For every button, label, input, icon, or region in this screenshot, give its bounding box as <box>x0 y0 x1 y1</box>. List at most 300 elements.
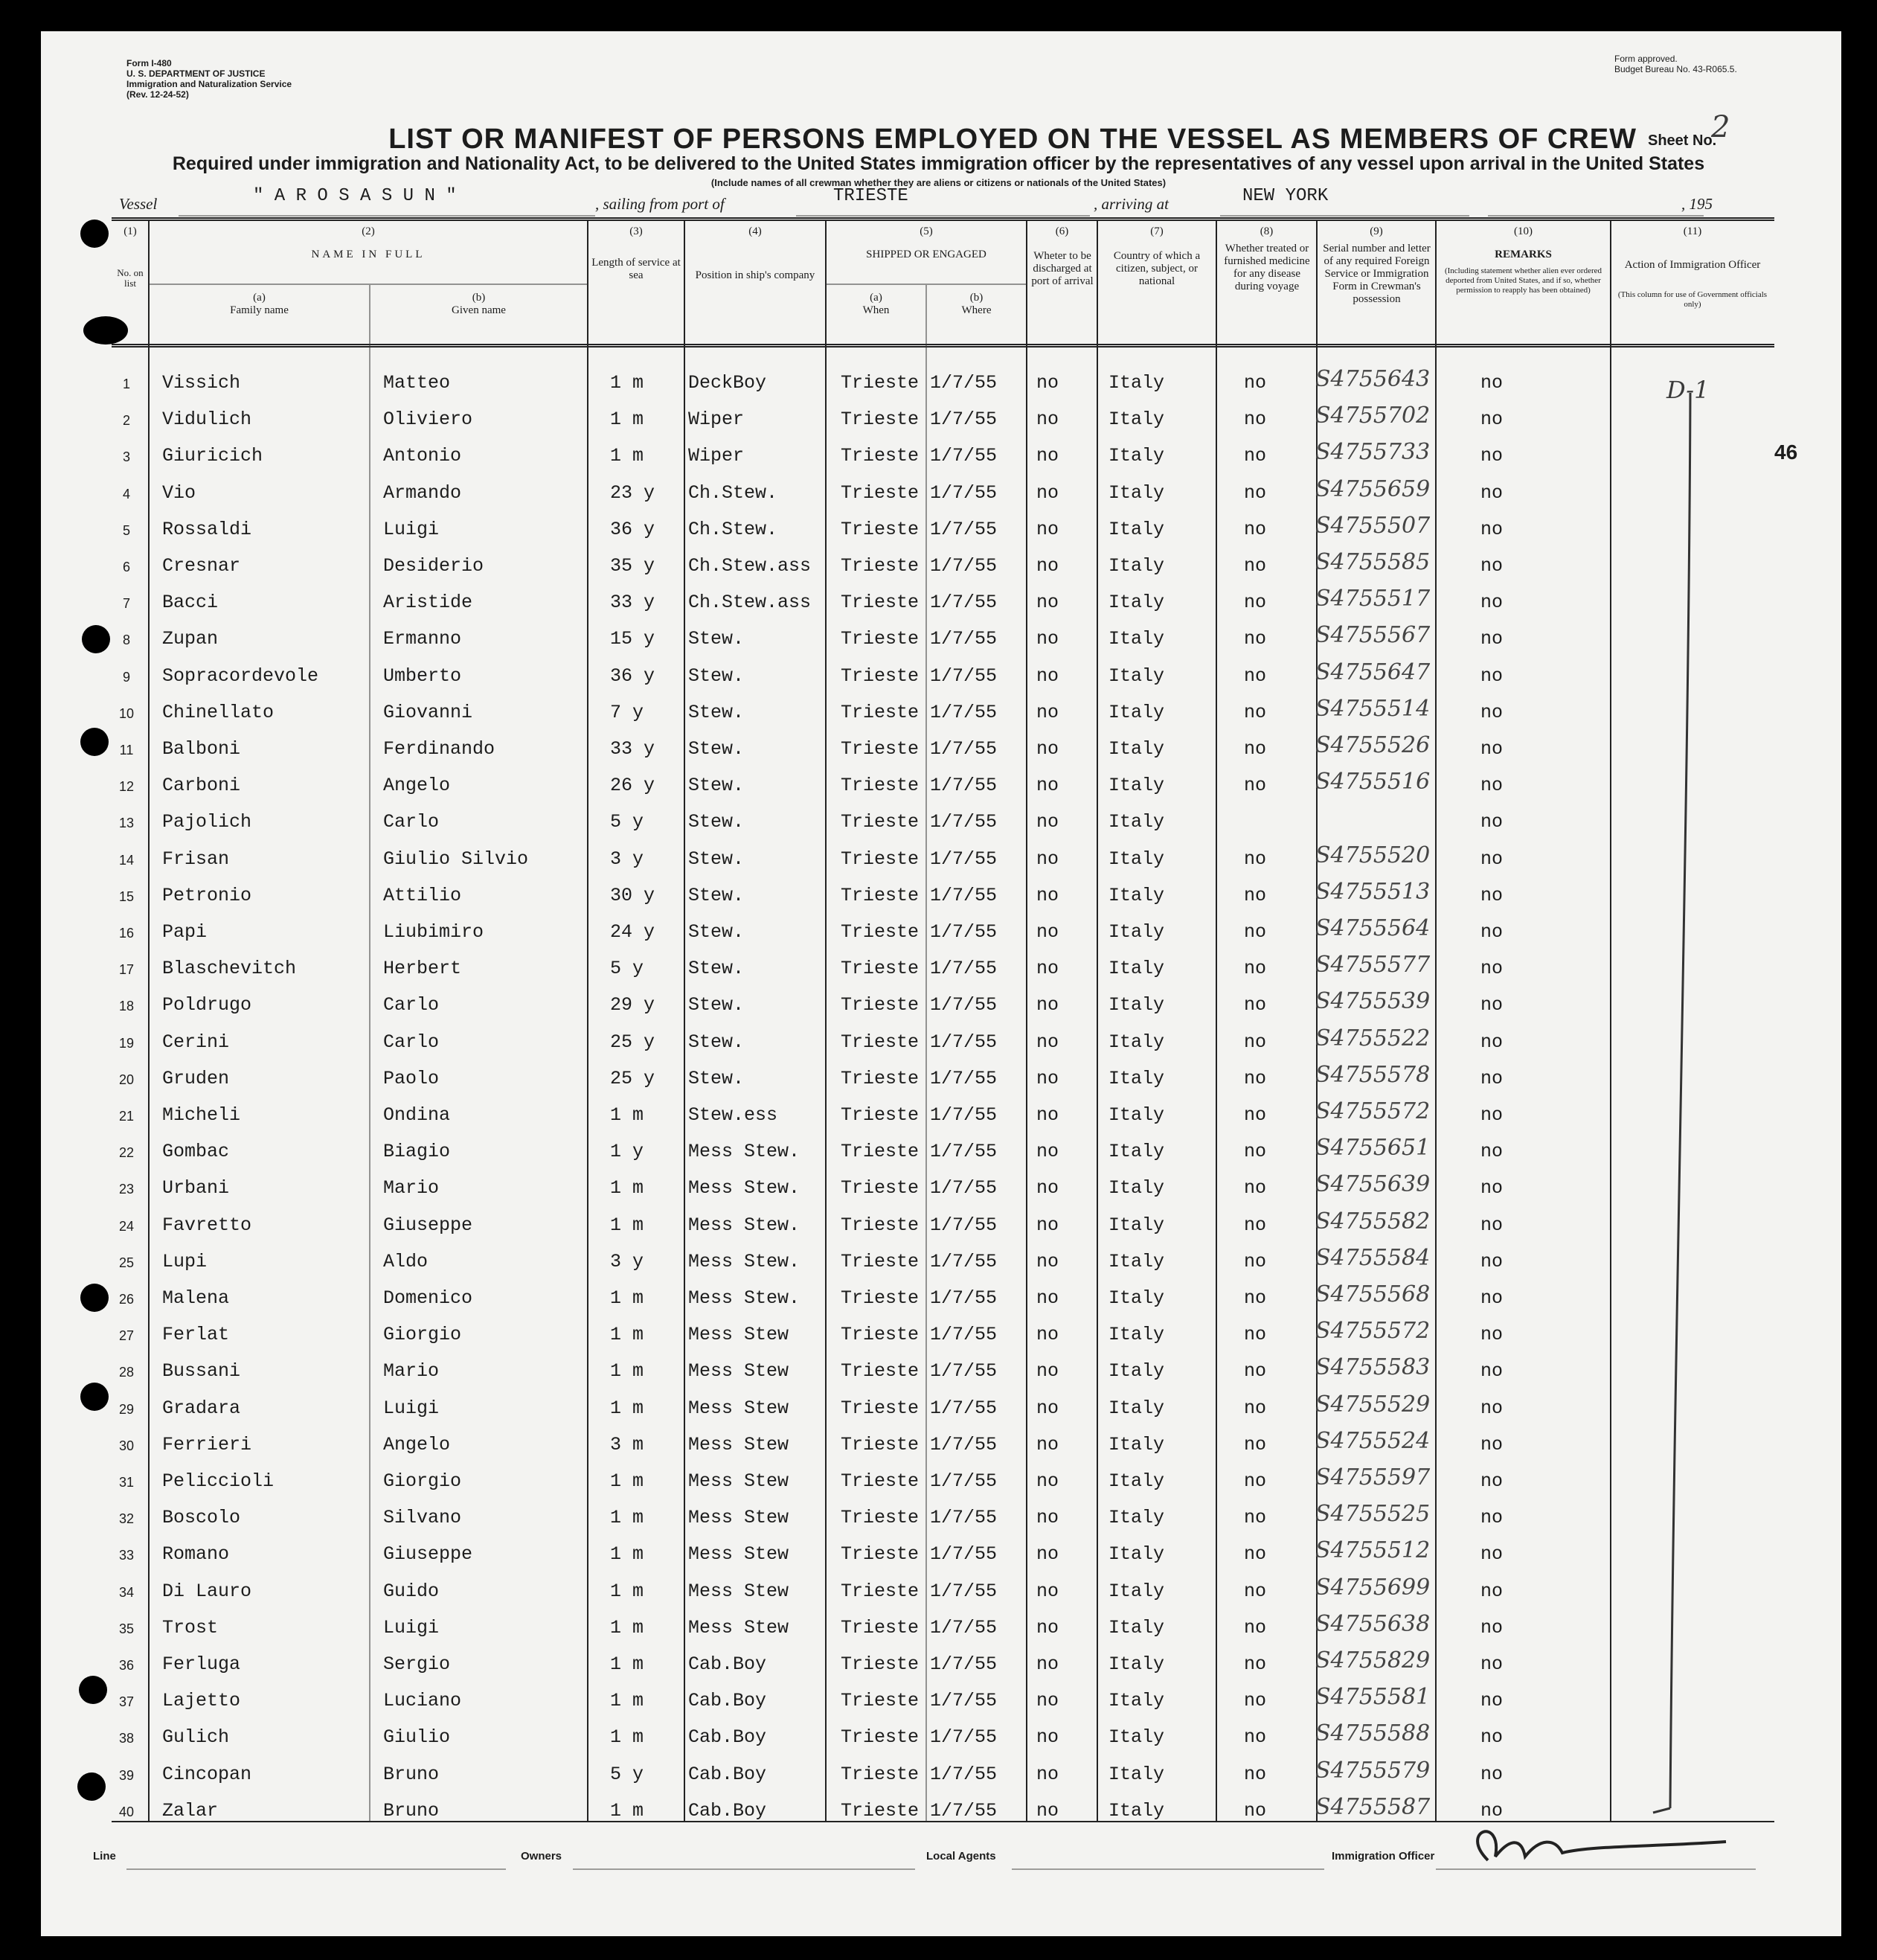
remarks-cell: no <box>1480 811 1504 833</box>
discharged-cell: no <box>1036 1287 1059 1309</box>
discharged-cell: no <box>1036 921 1059 943</box>
service-length-cell: 1 m <box>610 1653 644 1675</box>
serial-number-cell: S4755647 <box>1315 659 1431 685</box>
treated-cell: no <box>1244 1764 1267 1785</box>
position-cell: Mess Stew <box>688 1397 789 1419</box>
shipped-where-cell: 1/7/55 <box>930 1726 998 1748</box>
treated-cell: no <box>1244 1507 1267 1528</box>
serial-number-cell: S4755517 <box>1315 586 1431 612</box>
country-cell: Italy <box>1108 1617 1165 1639</box>
family-name-cell: Carboni <box>162 775 241 796</box>
sheet-number: 2 <box>1711 110 1730 144</box>
discharged-cell: no <box>1036 775 1059 796</box>
country-cell: Italy <box>1108 1690 1165 1711</box>
remarks-cell: no <box>1480 1251 1504 1272</box>
shipped-when-cell: Trieste <box>841 811 920 833</box>
serial-number-cell: S4755651 <box>1315 1135 1431 1161</box>
given-name-cell: Sergio <box>383 1653 451 1675</box>
col10-number: (10) <box>1514 225 1533 237</box>
shipped-where-cell: 1/7/55 <box>930 921 998 943</box>
row-number-cell: 11 <box>119 743 134 758</box>
row-number-cell: 18 <box>118 999 135 1013</box>
service-length-cell: 3 m <box>610 1434 644 1455</box>
shipped-where-cell: 1/7/55 <box>930 994 998 1016</box>
remarks-cell: no <box>1480 665 1504 687</box>
col9-number: (9) <box>1370 225 1383 237</box>
serial-number-cell: S4755529 <box>1315 1391 1431 1418</box>
remarks-cell: no <box>1480 592 1504 613</box>
remarks-cell: no <box>1480 921 1504 943</box>
remarks-cell: no <box>1480 1287 1504 1309</box>
remarks-cell: no <box>1480 1470 1504 1492</box>
shipped-where-cell: 1/7/55 <box>930 1434 998 1455</box>
treated-cell: no <box>1244 1581 1267 1602</box>
given-name-cell: Ondina <box>383 1104 451 1126</box>
punch-hole <box>79 1676 107 1704</box>
discharged-cell: no <box>1036 592 1059 613</box>
service-length-cell: 1 m <box>610 1214 644 1236</box>
discharged-cell: no <box>1036 1141 1059 1162</box>
shipped-when-cell: Trieste <box>841 1104 920 1126</box>
shipped-when-cell: Trieste <box>841 1068 920 1089</box>
shipped-where-cell: 1/7/55 <box>930 555 998 577</box>
country-cell: Italy <box>1108 1287 1165 1309</box>
remarks-cell: no <box>1480 994 1504 1016</box>
treated-cell: no <box>1244 848 1267 870</box>
country-cell: Italy <box>1108 775 1165 796</box>
shipped-when-cell: Trieste <box>841 409 920 430</box>
family-name-cell: Papi <box>162 921 208 943</box>
remarks-cell: no <box>1480 1214 1504 1236</box>
country-cell: Italy <box>1108 1214 1165 1236</box>
shipped-when-cell: Trieste <box>841 592 920 613</box>
col5-number: (5) <box>920 225 933 237</box>
shipped-when-cell: Trieste <box>841 1507 920 1528</box>
shipped-when-cell: Trieste <box>841 1360 920 1382</box>
row-number-cell: 10 <box>118 706 135 721</box>
serial-number-cell: S4755659 <box>1315 476 1431 502</box>
treated-cell: no <box>1244 1214 1267 1236</box>
shipped-where-cell: 1/7/55 <box>930 775 998 796</box>
given-name-cell: Luigi <box>383 519 440 540</box>
remarks-cell: no <box>1480 1141 1504 1162</box>
position-cell: Mess Stew. <box>688 1287 800 1309</box>
col11-number: (11) <box>1683 225 1702 237</box>
service-length-cell: 1 m <box>610 1507 644 1528</box>
serial-number-cell: S4755639 <box>1315 1171 1431 1197</box>
position-cell: Mess Stew. <box>688 1141 800 1162</box>
family-name-cell: Boscolo <box>162 1507 241 1528</box>
service-length-cell: 1 m <box>610 445 644 467</box>
given-name-cell: Angelo <box>383 1434 451 1455</box>
treated-cell: no <box>1244 1360 1267 1382</box>
serial-number-cell: S4755638 <box>1315 1611 1431 1637</box>
shipped-when-cell: Trieste <box>841 1251 920 1272</box>
family-name-cell: Micheli <box>162 1104 241 1126</box>
shipped-where-cell: 1/7/55 <box>930 519 998 540</box>
sheet-label: Sheet No. <box>1648 132 1717 149</box>
serial-number-cell: S4755829 <box>1315 1647 1431 1674</box>
family-name-cell: Gradara <box>162 1397 241 1419</box>
discharged-cell: no <box>1036 1031 1059 1053</box>
shipped-where-cell: 1/7/55 <box>930 445 998 467</box>
treated-cell: no <box>1244 482 1267 504</box>
shipped-when-cell: Trieste <box>841 921 920 943</box>
service-length-cell: 1 m <box>610 1397 644 1419</box>
serial-number-cell: S4755572 <box>1315 1098 1431 1124</box>
col4-number: (4) <box>748 225 762 237</box>
discharged-cell: no <box>1036 1397 1059 1419</box>
given-name-cell: Domenico <box>383 1287 473 1309</box>
remarks-cell: no <box>1480 1177 1504 1199</box>
col9-header: Serial number and letter of any required Foreign Service or Immigration Form in Crewman's possession <box>1323 243 1431 305</box>
given-name-cell: Giorgio <box>383 1324 462 1345</box>
remarks-cell: no <box>1480 1104 1504 1126</box>
shipped-where-cell: 1/7/55 <box>930 1324 998 1345</box>
country-cell: Italy <box>1108 1177 1165 1199</box>
position-cell: Stew. <box>688 811 745 833</box>
vessel-name: " A R O S A S U N " <box>253 186 457 206</box>
serial-number-cell: S4755567 <box>1315 622 1431 648</box>
col11-header: Action of Immigration Officer <box>1624 259 1761 271</box>
serial-number-cell: S4755579 <box>1315 1758 1431 1784</box>
family-name-cell: Vissich <box>162 372 241 394</box>
family-name-cell: Gulich <box>162 1726 230 1748</box>
position-cell: Mess Stew. <box>688 1177 800 1199</box>
service-length-cell: 33 y <box>610 592 655 613</box>
family-name-cell: Peliccioli <box>162 1470 275 1492</box>
row-number-cell: 39 <box>118 1768 135 1783</box>
shipped-where-cell: 1/7/55 <box>930 1360 998 1382</box>
given-name-cell: Mario <box>383 1177 440 1199</box>
shipped-when-cell: Trieste <box>841 1397 920 1419</box>
col2a-header: (a) Family name <box>230 292 289 316</box>
footer-agents-label: Local Agents <box>926 1850 996 1863</box>
remarks-cell: no <box>1480 958 1504 979</box>
given-name-cell: Luciano <box>383 1690 462 1711</box>
shipped-when-cell: Trieste <box>841 1031 920 1053</box>
given-name-cell: Giuseppe <box>383 1214 473 1236</box>
discharged-cell: no <box>1036 519 1059 540</box>
service-length-cell: 1 m <box>610 1287 644 1309</box>
family-name-cell: Ferlat <box>162 1324 230 1345</box>
row-number-cell: 30 <box>118 1438 135 1453</box>
position-cell: Cab.Boy <box>688 1653 767 1675</box>
treated-cell: no <box>1244 555 1267 577</box>
serial-number-cell: S4755564 <box>1315 915 1431 941</box>
country-cell: Italy <box>1108 1360 1165 1382</box>
position-cell: Stew. <box>688 665 745 687</box>
position-cell: DeckBoy <box>688 372 767 394</box>
country-cell: Italy <box>1108 1653 1165 1675</box>
row-number-cell: 9 <box>122 670 130 685</box>
discharged-cell: no <box>1036 1726 1059 1748</box>
serial-number-cell: S4755588 <box>1315 1720 1431 1746</box>
shipped-when-cell: Trieste <box>841 1690 920 1711</box>
country-cell: Italy <box>1108 1434 1165 1455</box>
given-name-cell: Luigi <box>383 1397 440 1419</box>
position-cell: Mess Stew <box>688 1617 789 1639</box>
shipped-when-cell: Trieste <box>841 1543 920 1565</box>
col1-header: No. on list <box>117 267 144 289</box>
row-number-cell: 28 <box>118 1365 135 1380</box>
service-length-cell: 15 y <box>610 628 655 650</box>
position-cell: Stew. <box>688 775 745 796</box>
treated-cell: no <box>1244 1470 1267 1492</box>
remarks-cell: no <box>1480 702 1504 723</box>
treated-cell: no <box>1244 1251 1267 1272</box>
shipped-where-cell: 1/7/55 <box>930 1068 998 1089</box>
treated-cell: no <box>1244 921 1267 943</box>
position-cell: Stew. <box>688 628 745 650</box>
col7-header: Country of which a citizen, subject, or national <box>1113 250 1201 287</box>
remarks-cell: no <box>1480 1581 1504 1602</box>
col4-header: Position in ship's company <box>695 269 815 281</box>
shipped-where-cell: 1/7/55 <box>930 665 998 687</box>
country-cell: Italy <box>1108 702 1165 723</box>
punch-hole <box>80 220 109 248</box>
family-name-cell: Lajetto <box>162 1690 241 1711</box>
given-name-cell: Antonio <box>383 445 462 467</box>
shipped-when-cell: Trieste <box>841 885 920 906</box>
given-name-cell: Bruno <box>383 1764 440 1785</box>
country-cell: Italy <box>1108 1507 1165 1528</box>
row-number-cell: 7 <box>122 596 130 611</box>
form-number: Form I-480 <box>126 58 172 68</box>
discharged-cell: no <box>1036 555 1059 577</box>
vessel-label: Vessel <box>119 195 158 213</box>
service-length-cell: 29 y <box>610 994 655 1016</box>
given-name-cell: Desiderio <box>383 555 484 577</box>
country-cell: Italy <box>1108 1031 1165 1053</box>
discharged-cell: no <box>1036 1068 1059 1089</box>
service-length-cell: 26 y <box>610 775 655 796</box>
remarks-cell: no <box>1480 555 1504 577</box>
shipped-when-cell: Trieste <box>841 1214 920 1236</box>
position-cell: Stew. <box>688 1031 745 1053</box>
service-length-cell: 24 y <box>610 921 655 943</box>
discharged-cell: no <box>1036 1543 1059 1565</box>
service-length-cell: 1 m <box>610 1617 644 1639</box>
service-length-cell: 3 y <box>610 848 644 870</box>
serial-number-cell: S4755587 <box>1315 1794 1431 1820</box>
serial-number-cell: S4755520 <box>1315 842 1431 868</box>
position-cell: Ch.Stew.ass <box>688 555 812 577</box>
position-cell: Stew.ess <box>688 1104 778 1126</box>
shipped-when-cell: Trieste <box>841 519 920 540</box>
service-length-cell: 35 y <box>610 555 655 577</box>
service-length-cell: 1 m <box>610 1581 644 1602</box>
position-cell: Cab.Boy <box>688 1800 767 1822</box>
position-cell: Mess Stew <box>688 1507 789 1528</box>
approval-line-2: Budget Bureau No. 43-R065.5. <box>1614 64 1737 74</box>
family-name-cell: Rossaldi <box>162 519 252 540</box>
shipped-when-cell: Trieste <box>841 1764 920 1785</box>
shipped-where-cell: 1/7/55 <box>930 1800 998 1822</box>
col5a-header: (a) When <box>862 292 890 316</box>
row-number-cell: 8 <box>122 632 130 647</box>
remarks-cell: no <box>1480 1324 1504 1345</box>
family-name-cell: Urbani <box>162 1177 230 1199</box>
treated-cell: no <box>1244 1653 1267 1675</box>
given-name-cell: Matteo <box>383 372 451 394</box>
service-length-cell: 1 m <box>610 1690 644 1711</box>
serial-number-cell: S4755513 <box>1315 879 1431 905</box>
discharged-cell: no <box>1036 958 1059 979</box>
position-cell: Mess Stew <box>688 1360 789 1382</box>
given-name-cell: Attilio <box>383 885 462 906</box>
shipped-when-cell: Trieste <box>841 958 920 979</box>
shipped-where-cell: 1/7/55 <box>930 628 998 650</box>
serial-number-cell: S4755733 <box>1315 439 1431 465</box>
row-number-cell: 13 <box>118 816 135 830</box>
col5b-header: (b) Where <box>961 292 992 316</box>
row-number-cell: 40 <box>118 1804 135 1819</box>
shipped-where-cell: 1/7/55 <box>930 482 998 504</box>
country-cell: Italy <box>1108 445 1165 467</box>
shipped-where-cell: 1/7/55 <box>930 1653 998 1675</box>
discharged-cell: no <box>1036 665 1059 687</box>
country-cell: Italy <box>1108 1726 1165 1748</box>
service-length-cell: 3 y <box>610 1251 644 1272</box>
country-cell: Italy <box>1108 555 1165 577</box>
family-name-cell: Cresnar <box>162 555 241 577</box>
country-cell: Italy <box>1108 482 1165 504</box>
family-name-cell: Gruden <box>162 1068 230 1089</box>
given-name-cell: Giorgio <box>383 1470 462 1492</box>
family-name-cell: Zalar <box>162 1800 219 1822</box>
col10-header: REMARKS <box>1495 249 1552 260</box>
country-cell: Italy <box>1108 921 1165 943</box>
country-cell: Italy <box>1108 1324 1165 1345</box>
given-name-cell: Giulio <box>383 1726 451 1748</box>
remarks-cell: no <box>1480 738 1504 760</box>
service-length-cell: 25 y <box>610 1031 655 1053</box>
given-name-cell: Herbert <box>383 958 462 979</box>
sailing-label: , sailing from port of <box>595 195 725 213</box>
serial-number-cell: S4755522 <box>1315 1025 1431 1051</box>
serial-number-cell: S4755583 <box>1315 1354 1431 1380</box>
shipped-when-cell: Trieste <box>841 1726 920 1748</box>
row-number-cell: 4 <box>122 487 130 502</box>
col3-header: Length of service at sea <box>591 257 681 281</box>
country-cell: Italy <box>1108 1470 1165 1492</box>
position-cell: Stew. <box>688 848 745 870</box>
remarks-cell: no <box>1480 409 1504 430</box>
serial-number-cell: S4755568 <box>1315 1281 1431 1307</box>
shipped-when-cell: Trieste <box>841 738 920 760</box>
country-cell: Italy <box>1108 848 1165 870</box>
col3-number: (3) <box>629 225 643 237</box>
col11-subheader: (This column for use of Government officials only) <box>1617 290 1768 309</box>
col1-number: (1) <box>123 225 137 237</box>
shipped-where-cell: 1/7/55 <box>930 1031 998 1053</box>
remarks-cell: no <box>1480 885 1504 906</box>
service-length-cell: 36 y <box>610 519 655 540</box>
form-service: Immigration and Naturalization Service <box>126 79 292 89</box>
row-number-cell: 24 <box>118 1219 135 1234</box>
discharged-cell: no <box>1036 1251 1059 1272</box>
given-name-cell: Guido <box>383 1581 440 1602</box>
remarks-cell: no <box>1480 1434 1504 1455</box>
row-number-cell: 35 <box>118 1621 135 1636</box>
treated-cell: no <box>1244 994 1267 1016</box>
row-number-cell: 34 <box>118 1585 135 1600</box>
service-length-cell: 36 y <box>610 665 655 687</box>
serial-number-cell: S4755507 <box>1315 513 1431 539</box>
shipped-where-cell: 1/7/55 <box>930 1397 998 1419</box>
row-number-cell: 33 <box>118 1548 135 1563</box>
discharged-cell: no <box>1036 1507 1059 1528</box>
given-name-cell: Umberto <box>383 665 462 687</box>
country-cell: Italy <box>1108 628 1165 650</box>
shipped-when-cell: Trieste <box>841 994 920 1016</box>
given-name-cell: Aldo <box>383 1251 429 1272</box>
col6-number: (6) <box>1055 225 1069 237</box>
arrival-port: NEW YORK <box>1242 186 1329 206</box>
position-cell: Stew. <box>688 738 745 760</box>
serial-number-cell: S4755524 <box>1315 1428 1431 1454</box>
position-cell: Mess Stew <box>688 1434 789 1455</box>
treated-cell: no <box>1244 1617 1267 1639</box>
family-name-cell: Vidulich <box>162 409 252 430</box>
family-name-cell: Gombac <box>162 1141 230 1162</box>
row-number-cell: 21 <box>118 1109 135 1124</box>
discharged-cell: no <box>1036 372 1059 394</box>
shipped-when-cell: Trieste <box>841 848 920 870</box>
given-name-cell: Carlo <box>383 811 440 833</box>
remarks-cell: no <box>1480 1397 1504 1419</box>
shipped-where-cell: 1/7/55 <box>930 1251 998 1272</box>
position-cell: Cab.Boy <box>688 1764 767 1785</box>
country-cell: Italy <box>1108 519 1165 540</box>
shipped-where-cell: 1/7/55 <box>930 592 998 613</box>
country-cell: Italy <box>1108 1581 1165 1602</box>
shipped-where-cell: 1/7/55 <box>930 1543 998 1565</box>
service-length-cell: 25 y <box>610 1068 655 1089</box>
given-name-cell: Ferdinando <box>383 738 495 760</box>
treated-cell: no <box>1244 885 1267 906</box>
shipped-when-cell: Trieste <box>841 1287 920 1309</box>
treated-cell: no <box>1244 1397 1267 1419</box>
arriving-label: , arriving at <box>1094 195 1169 213</box>
position-cell: Ch.Stew. <box>688 519 778 540</box>
remarks-cell: no <box>1480 1068 1504 1089</box>
serial-number-cell: S4755584 <box>1315 1245 1431 1271</box>
punch-hole <box>82 625 110 653</box>
country-cell: Italy <box>1108 1104 1165 1126</box>
shipped-when-cell: Trieste <box>841 775 920 796</box>
remarks-cell: no <box>1480 1617 1504 1639</box>
family-name-cell: Favretto <box>162 1214 252 1236</box>
discharged-cell: no <box>1036 1617 1059 1639</box>
country-cell: Italy <box>1108 592 1165 613</box>
row-number-cell: 20 <box>118 1072 135 1087</box>
shipped-when-cell: Trieste <box>841 1581 920 1602</box>
position-cell: Mess Stew <box>688 1324 789 1345</box>
approval-line-1: Form approved. <box>1614 54 1678 64</box>
shipped-where-cell: 1/7/55 <box>930 1617 998 1639</box>
col5-header: SHIPPED OR ENGAGED <box>866 249 986 260</box>
discharged-cell: no <box>1036 1434 1059 1455</box>
row-number-cell: 36 <box>118 1658 135 1673</box>
family-name-cell: Poldrugo <box>162 994 252 1016</box>
position-cell: Stew. <box>688 702 745 723</box>
family-name-cell: Cerini <box>162 1031 230 1053</box>
country-cell: Italy <box>1108 958 1165 979</box>
given-name-cell: Angelo <box>383 775 451 796</box>
treated-cell: no <box>1244 1690 1267 1711</box>
